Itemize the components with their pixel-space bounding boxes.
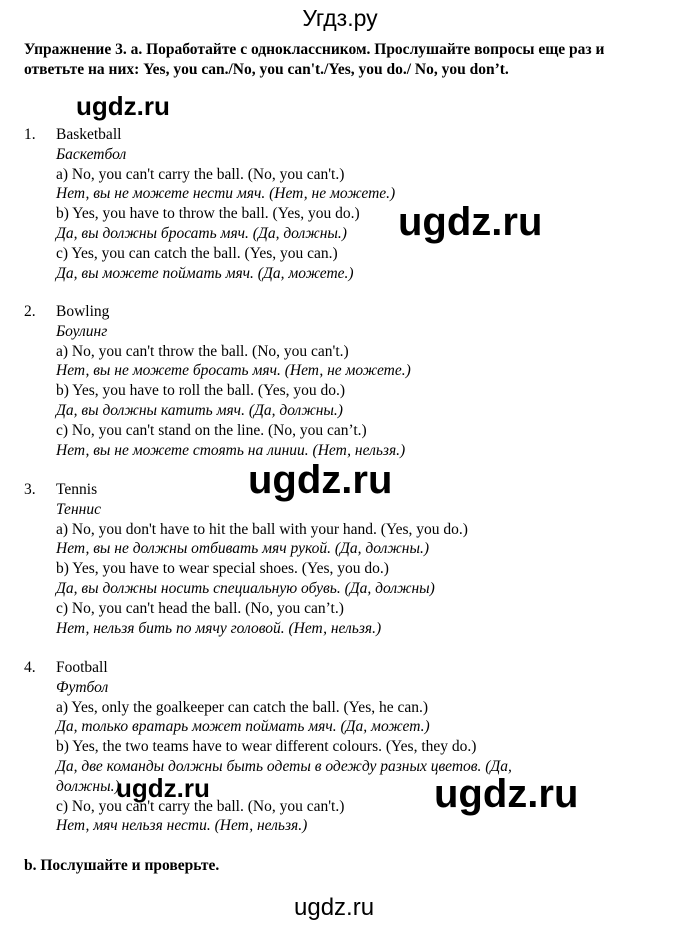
answer-line: b) Yes, the two teams have to wear different colours. (Yes, they do.) bbox=[56, 738, 477, 756]
site-title: Угдз.ру bbox=[302, 5, 378, 31]
exercise-basketball bbox=[24, 125, 644, 283]
answer-line: c) Yes, you can catch the ball. (Yes, you can.) bbox=[56, 244, 338, 262]
part-b-instruction: b. Послушайте и проверьте. bbox=[24, 857, 220, 874]
answer-line: a) No, you can't carry the ball. (No, you can't.) bbox=[56, 165, 345, 183]
exercise-title-ru: Футбол bbox=[56, 678, 109, 696]
exercise-number: 4. bbox=[24, 659, 36, 676]
exercise-heading bbox=[24, 125, 644, 145]
exercise-instruction: Упражнение 3. a. Поработайте с одноклассником. Прослушайте вопросы еще раз и ответьте на них: Yes, you can./No, you can't./Yes, you do./ No, you don’t. bbox=[24, 41, 605, 78]
translation-line: Нет, мяч нельзя нести. (Нет, нельзя.) bbox=[56, 817, 308, 835]
translation-line: Да, вы должны носить специальную обувь. (Да, должны) bbox=[56, 579, 435, 597]
watermark: ugdz.ru bbox=[76, 91, 170, 121]
answer-line: a) No, you can't throw the ball. (No, you can't.) bbox=[56, 342, 349, 360]
exercise-tennis bbox=[24, 480, 644, 638]
exercise-title-ru: Боулинг bbox=[56, 322, 108, 340]
exercise-number: 2. bbox=[24, 303, 36, 320]
translation-line: Нет, вы не можете нести мяч. (Нет, не можете.) bbox=[56, 185, 396, 203]
answer-line: a) Yes, only the goalkeeper can catch the ball. (Yes, he can.) bbox=[56, 698, 429, 716]
exercise-title-ru: Баскетбол bbox=[56, 145, 127, 163]
translation-line: Да, вы должны бросать мяч. (Да, должны.) bbox=[56, 224, 347, 242]
answer-line: c) No, you can't stand on the line. (No, you can’t.) bbox=[56, 421, 367, 439]
watermark: ugdz.ru bbox=[434, 772, 579, 816]
answer-line: c) No, you can't carry the ball. (No, you can't.) bbox=[56, 797, 345, 815]
answer-line: b) Yes, you have to roll the ball. (Yes, you do.) bbox=[56, 382, 346, 400]
exercise-heading bbox=[24, 302, 644, 322]
watermark: ugdz.ru bbox=[248, 458, 393, 502]
translation-line: Да, вы можете поймать мяч. (Да, можете.) bbox=[56, 264, 354, 282]
exercise-number: 1. bbox=[24, 126, 36, 143]
exercise-number: 3. bbox=[24, 481, 36, 498]
watermark: ugdz.ru bbox=[398, 200, 543, 244]
answer-line: b) Yes, you have to wear special shoes. (Yes, you do.) bbox=[56, 560, 389, 578]
translation-line: Да, две команды должны быть одеты в одежду разных цветов. (Да, должны.) bbox=[56, 757, 512, 795]
exercise-title-ru: Теннис bbox=[56, 500, 101, 518]
watermark: ugdz.ru bbox=[294, 894, 375, 921]
exercise-title: Bowling bbox=[56, 303, 110, 320]
exercise-title: Basketball bbox=[56, 126, 122, 143]
exercise-title: Tennis bbox=[56, 481, 98, 498]
exercise-heading bbox=[24, 658, 644, 678]
translation-line: Да, только вратарь может поймать мяч. (Да, может.) bbox=[56, 718, 430, 736]
translation-line: Нет, вы не должны отбивать мяч рукой. (Да, должны.) bbox=[56, 540, 429, 558]
translation-line: Нет, вы не можете стоять на линии. (Нет, нельзя.) bbox=[56, 441, 406, 459]
answer-line: c) No, you can't head the ball. (No, you can’t.) bbox=[56, 599, 344, 617]
translation-line: Да, вы должны катить мяч. (Да, должны.) bbox=[56, 401, 343, 419]
exercise-title: Football bbox=[56, 659, 108, 676]
exercise-bowling bbox=[24, 302, 644, 460]
answer-line: b) Yes, you have to throw the ball. (Yes, you do.) bbox=[56, 205, 360, 223]
answer-line: a) No, you don't have to hit the ball with your hand. (Yes, you do.) bbox=[56, 520, 468, 538]
translation-line: Нет, нельзя бить по мячу головой. (Нет, нельзя.) bbox=[56, 619, 382, 637]
translation-line: Нет, вы не можете бросать мяч. (Нет, не можете.) bbox=[56, 362, 411, 380]
watermark: ugdz.ru bbox=[116, 773, 210, 803]
